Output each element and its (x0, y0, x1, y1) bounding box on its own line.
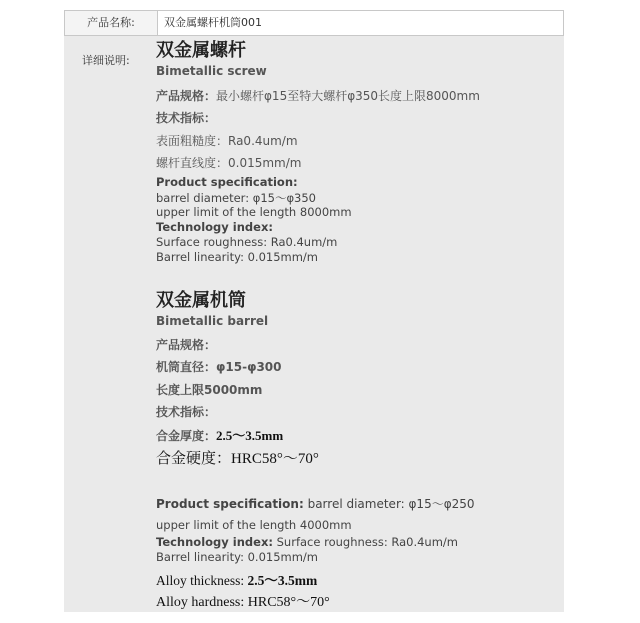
barrel-en-tech-value: Surface roughness: Ra0.4um/m (272, 535, 458, 549)
screw-en-roughness: Surface roughness: Ra0.4um/m (156, 235, 338, 249)
screw-linearity: 螺杆直线度：0.015mm/m (156, 156, 302, 170)
screw-en-length: upper limit of the length 8000mm (156, 205, 352, 219)
barrel-en-tech-label: Technology index: (156, 535, 273, 549)
barrel-thickness-label: 合金厚度： (156, 429, 217, 443)
product-name-value: 双金属螺杆机筒001 (164, 16, 262, 29)
screw-subtitle: Bimetallic screw (156, 64, 267, 78)
barrel-tech-label: 技术指标： (156, 405, 217, 419)
screw-spec-label: 产品规格： (156, 89, 217, 103)
barrel-alloy-thickness-label: Alloy thickness: (156, 573, 248, 588)
barrel-hardness: 合金硬度：HRC58°～70° (156, 451, 319, 467)
description-label: 详细说明: (82, 54, 130, 67)
barrel-en-linearity: Barrel linearity: 0.015mm/m (156, 550, 318, 564)
barrel-en-spec-label: Product specification: (156, 497, 304, 511)
description-row (64, 36, 564, 612)
barrel-alloy-thickness-value: 2.5～3.5mm (247, 573, 318, 588)
screw-en-linearity: Barrel linearity: 0.015mm/m (156, 250, 318, 264)
barrel-en-tech-line (156, 535, 458, 549)
barrel-length: 长度上限5000mm (156, 383, 263, 397)
product-name-label: 产品名称: (65, 11, 158, 35)
screw-spec-line (156, 87, 480, 104)
barrel-subtitle: Bimetallic barrel (156, 314, 269, 328)
barrel-alloy-thickness-line (156, 569, 317, 589)
barrel-spec-label: 产品规格： (156, 338, 217, 352)
barrel-title: 双金属机筒 (156, 290, 246, 311)
barrel-diameter: 机筒直径：φ15-φ300 (156, 360, 282, 374)
screw-title: 双金属螺杆 (156, 40, 246, 61)
screw-roughness: 表面粗糙度：Ra0.4um/m (156, 134, 298, 148)
screw-tech-label: 技术指标： (156, 111, 217, 125)
product-name-row (64, 10, 564, 36)
product-detail-panel (64, 10, 564, 612)
screw-en-tech-label: Technology index: (156, 220, 273, 234)
barrel-thickness-line (156, 425, 283, 444)
barrel-en-spec-value: barrel diameter: φ15～φ250 (303, 497, 475, 511)
barrel-thickness-value: 2.5～3.5mm (216, 428, 284, 443)
screw-spec-value: 最小螺杆φ15至特大螺杆φ350长度上限8000mm (216, 89, 480, 103)
screw-en-spec-label: Product specification: (156, 175, 298, 189)
barrel-en-length: upper limit of the length 4000mm (156, 518, 352, 532)
barrel-alloy-hardness: Alloy hardness: HRC58°～70° (156, 595, 330, 610)
barrel-en-spec-line (156, 495, 475, 512)
screw-en-diameter: barrel diameter: φ15～φ350 (156, 191, 316, 205)
